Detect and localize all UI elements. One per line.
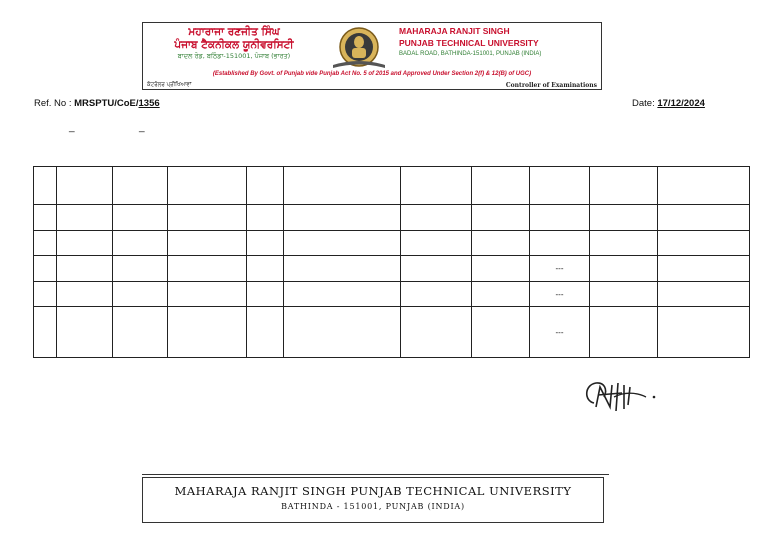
table-cell: [401, 230, 472, 255]
blank-dash-2: _: [139, 122, 145, 133]
table-cell: [590, 205, 658, 230]
table-cell: [284, 282, 401, 307]
punjabi-address: ਬਾਦਲ ਰੋਡ, ਬਠਿੰਡਾ-151001, ਪੰਜਾਬ (ਭਾਰਤ): [177, 52, 291, 61]
letterhead-punjabi-block: [143, 26, 325, 61]
table-cell: [57, 230, 113, 255]
table-cell: [168, 307, 247, 358]
table-cell: [590, 282, 658, 307]
table-cell: [401, 307, 472, 358]
table-cell: ---: [530, 307, 590, 358]
table-cell: [284, 167, 401, 205]
footer-university-name: MAHARAJA RANJIT SINGH PUNJAB TECHNICAL UNIVERSITY: [174, 484, 572, 498]
footer: [142, 477, 604, 523]
table-cell: ---: [530, 282, 590, 307]
table-cell: [34, 255, 57, 281]
document-date: [632, 98, 705, 109]
table-cell: [401, 255, 472, 281]
table-row: [34, 230, 750, 255]
table-cell: [530, 167, 590, 205]
table-cell: [401, 167, 472, 205]
table-cell: [247, 230, 284, 255]
table-row: [34, 167, 750, 205]
table-cell: [34, 230, 57, 255]
footer-address: BATHINDA - 151001, PUNJAB (INDIA): [281, 502, 465, 511]
table-cell: [57, 205, 113, 230]
table-cell: [658, 205, 750, 230]
table-row: [34, 307, 750, 358]
establishment-note: (Established By Govt. of Punjab vide Punjab Act No. 5 of 2015 and Approved Under Section 2(f) & 12(B) of UGC): [212, 71, 532, 77]
letterhead-english-block: [399, 26, 599, 57]
table-cell: [401, 205, 472, 230]
ref-label: Ref. No :: [34, 98, 75, 109]
table-cell: [284, 307, 401, 358]
table-cell: [472, 282, 530, 307]
table-cell: [401, 282, 472, 307]
coe-english: Controller of Examinations: [505, 82, 597, 89]
table-cell: [168, 255, 247, 281]
english-name-line1: MAHARAJA RANJIT SINGH: [399, 26, 510, 36]
table-cell: [168, 205, 247, 230]
table-cell: [113, 307, 168, 358]
letterhead: [142, 22, 602, 90]
ref-prefix: MRSPTU/CoE/: [74, 98, 139, 109]
table-cell: [168, 230, 247, 255]
table-cell: [168, 167, 247, 205]
table-cell: [247, 282, 284, 307]
table-cell: [590, 307, 658, 358]
table-cell: [113, 282, 168, 307]
english-name-line2: PUNJAB TECHNICAL UNIVERSITY: [399, 38, 539, 48]
table-cell: [57, 255, 113, 281]
english-address: BADAL ROAD, BATHINDA-151001, PUNJAB (INDIA): [399, 51, 542, 57]
table-cell: [113, 205, 168, 230]
table-cell: [530, 230, 590, 255]
table-cell: [658, 307, 750, 358]
table-cell: [247, 205, 284, 230]
table-cell: [34, 167, 57, 205]
table-cell: [284, 230, 401, 255]
table-cell: [590, 230, 658, 255]
punjabi-name-line2: ਪੰਜਾਬ ਟੈਕਨੀਕਲ ਯੂਨੀਵਰਸਿਟੀ: [174, 38, 294, 51]
table-cell: [472, 167, 530, 205]
date-value: 17/12/2024: [657, 98, 705, 109]
table-cell: [658, 282, 750, 307]
table-cell: [57, 307, 113, 358]
table-cell: [247, 167, 284, 205]
table-cell: [658, 255, 750, 281]
date-label: Date:: [632, 98, 658, 109]
footer-rule: [142, 474, 609, 475]
table-cell: [113, 230, 168, 255]
table-cell: [284, 205, 401, 230]
table-cell: [57, 282, 113, 307]
blank-dash-1: _: [69, 122, 75, 133]
signature: [580, 375, 670, 420]
university-logo-icon: [329, 27, 389, 69]
table-cell: [590, 167, 658, 205]
table-cell: [658, 167, 750, 205]
table-cell: [247, 307, 284, 358]
table-cell: [472, 255, 530, 281]
table-cell: [284, 255, 401, 281]
data-table: [33, 166, 750, 358]
table-cell: [658, 230, 750, 255]
table-row: [34, 282, 750, 307]
table-cell: [168, 282, 247, 307]
table-cell: [472, 205, 530, 230]
table-row: [34, 255, 750, 281]
table-row: [34, 205, 750, 230]
punjabi-name-line1: ਮਹਾਰਾਜਾ ਰਣਜੀਤ ਸਿੰਘ: [188, 26, 280, 38]
table-cell: [472, 230, 530, 255]
table-cell: [113, 255, 168, 281]
table-cell: [247, 255, 284, 281]
table-cell: [530, 205, 590, 230]
coe-punjabi: ਕੰਟਰੋਲਰ ਪ੍ਰੀਖਿਆਵਾਂ: [147, 82, 192, 88]
table-cell: [34, 307, 57, 358]
table-cell: [590, 255, 658, 281]
table-cell: [34, 205, 57, 230]
table-cell: ---: [530, 255, 590, 281]
table-cell: [113, 167, 168, 205]
table-cell: [34, 282, 57, 307]
table-cell: [57, 167, 113, 205]
reference-number: [34, 98, 160, 109]
table-cell: [472, 307, 530, 358]
ref-number: 1356: [138, 98, 160, 109]
